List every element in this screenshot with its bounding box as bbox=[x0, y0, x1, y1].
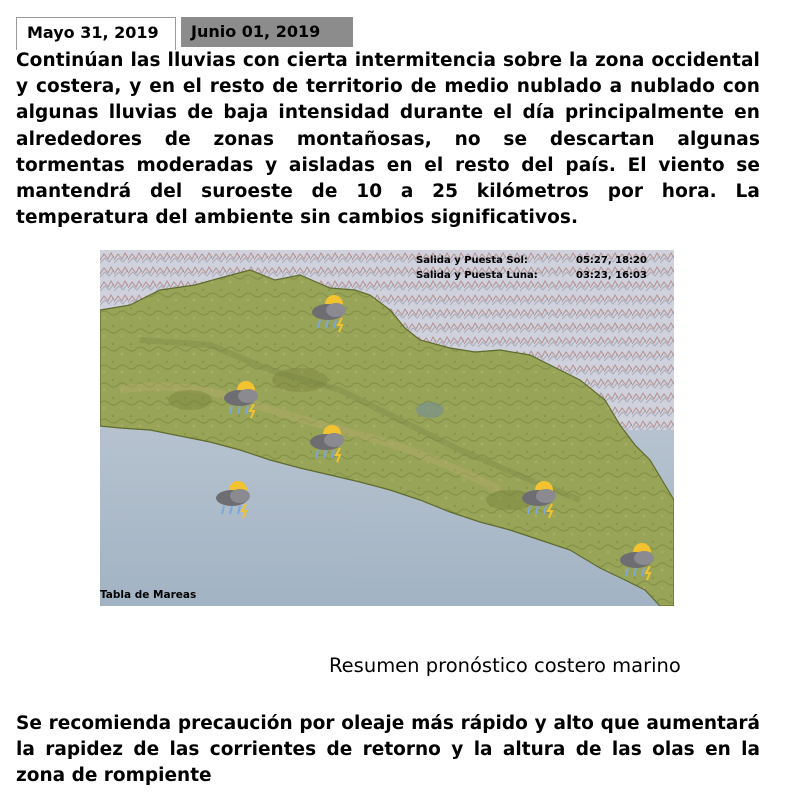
storm-rain-icon bbox=[210, 476, 260, 522]
storm-rain-icon bbox=[306, 290, 356, 336]
moon-value: 03:23, 16:03 bbox=[576, 270, 647, 281]
forecast-text: Continúan las lluvias con cierta intermitencia sobre la zona occidental y costera, y en el resto de territorio de medio nublado a nublado con algunas lluvias de baja intensidad durante el día principalmente en alrededores de zonas montañosas, no se descartan algunas tormentas moderadas y aisladas en el resto del país. El viento se mantendrá del suroeste de 10 a 25 kilómetros por hora. La temperatura del ambiente sin cambios significativos. bbox=[16, 50, 760, 229]
storm-rain-icon bbox=[516, 476, 566, 522]
sun-moon-info bbox=[416, 253, 647, 283]
coastal-title: Resumen pronóstico costero marino bbox=[329, 654, 681, 677]
storm-rain-icon bbox=[614, 538, 664, 584]
map-graphic bbox=[100, 250, 674, 606]
sun-label: Salida y Puesta Sol: bbox=[416, 255, 528, 266]
tab-mayo-31[interactable]: Mayo 31, 2019 bbox=[16, 17, 176, 50]
tab-junio-01[interactable]: Junio 01, 2019 bbox=[181, 17, 353, 47]
forecast-map bbox=[100, 250, 674, 606]
tides-link[interactable]: Tabla de Mareas bbox=[100, 589, 197, 601]
storm-rain-icon bbox=[304, 420, 354, 466]
marine-text: Se recomienda precaución por oleaje más rápido y alto que aumentará la rapidez de las corrientes de retorno y la altura de las olas en la zona de rompiente bbox=[16, 713, 760, 787]
sun-value: 05:27, 18:20 bbox=[576, 255, 647, 266]
storm-rain-icon bbox=[218, 376, 268, 422]
moon-label: Salida y Puesta Luna: bbox=[416, 270, 538, 281]
